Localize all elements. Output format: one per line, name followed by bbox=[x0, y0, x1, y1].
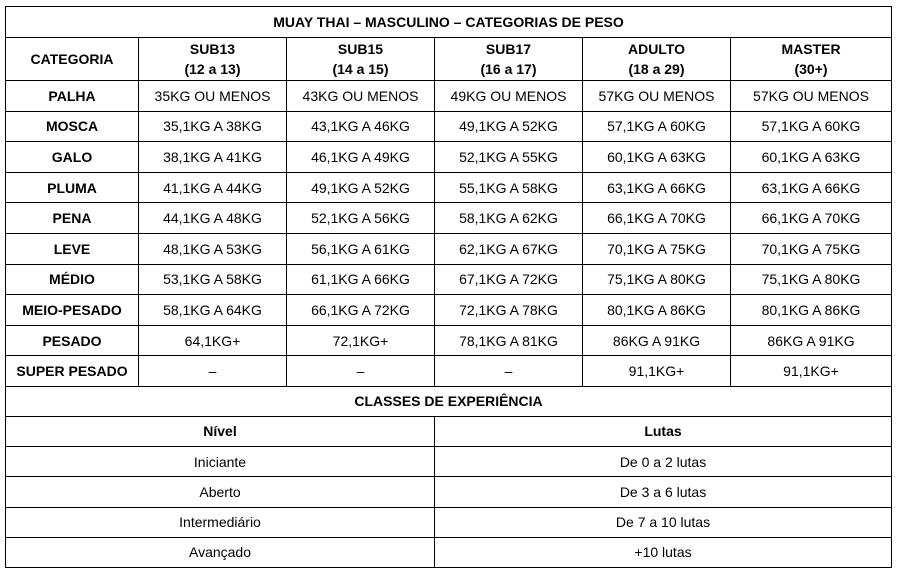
category-name: MEIO-PESADO bbox=[6, 295, 139, 326]
category-name: MOSCA bbox=[6, 111, 139, 142]
weight-cell: 72,1KG+ bbox=[287, 325, 435, 356]
weight-cell: 66,1KG A 70KG bbox=[583, 203, 731, 234]
category-name: GALO bbox=[6, 142, 139, 173]
column-name: SUB13 bbox=[189, 41, 236, 57]
weight-cell: 38,1KG A 41KG bbox=[139, 142, 287, 173]
weight-cell: 55,1KG A 58KG bbox=[435, 172, 583, 203]
experience-header-level: Nível bbox=[6, 416, 435, 446]
experience-header-fights: Lutas bbox=[435, 416, 892, 446]
experience-level: Iniciante bbox=[6, 446, 435, 476]
header-row bbox=[6, 38, 892, 81]
column-ages: (12 a 13) bbox=[184, 61, 241, 77]
table-row bbox=[6, 537, 892, 567]
table-row bbox=[6, 203, 892, 234]
experience-fights: De 0 a 2 lutas bbox=[435, 446, 892, 476]
experience-level: Aberto bbox=[6, 477, 435, 507]
table-row bbox=[6, 142, 892, 173]
weight-categories-document bbox=[5, 6, 891, 568]
weight-cell: 49,1KG A 52KG bbox=[287, 172, 435, 203]
category-name: SUPER PESADO bbox=[6, 356, 139, 387]
weight-cell: 57KG OU MENOS bbox=[583, 81, 731, 112]
weight-cell: 66,1KG A 72KG bbox=[287, 295, 435, 326]
table-row bbox=[6, 264, 892, 295]
table-row bbox=[6, 446, 892, 476]
title-row bbox=[6, 7, 892, 38]
weight-cell: 63,1KG A 66KG bbox=[731, 172, 892, 203]
category-header: CATEGORIA bbox=[6, 38, 139, 81]
weight-cell: 35,1KG A 38KG bbox=[139, 111, 287, 142]
table-row bbox=[6, 477, 892, 507]
weight-cell: 64,1KG+ bbox=[139, 325, 287, 356]
category-name: PESADO bbox=[6, 325, 139, 356]
column-header-master bbox=[731, 38, 892, 81]
weight-cell: 43KG OU MENOS bbox=[287, 81, 435, 112]
experience-header-row bbox=[6, 416, 892, 446]
weight-cell: 49KG OU MENOS bbox=[435, 81, 583, 112]
column-ages: (30+) bbox=[794, 61, 828, 77]
weight-cell: 67,1KG A 72KG bbox=[435, 264, 583, 295]
weight-cell: 52,1KG A 56KG bbox=[287, 203, 435, 234]
column-name: SUB17 bbox=[485, 41, 532, 57]
experience-title-row bbox=[6, 386, 892, 416]
table-row bbox=[6, 325, 892, 356]
weight-cell: 48,1KG A 53KG bbox=[139, 233, 287, 264]
experience-level: Avançado bbox=[6, 537, 435, 567]
experience-fights: +10 lutas bbox=[435, 537, 892, 567]
weight-cell: 80,1KG A 86KG bbox=[731, 295, 892, 326]
weight-cell: 46,1KG A 49KG bbox=[287, 142, 435, 173]
table-row bbox=[6, 295, 892, 326]
category-name: PENA bbox=[6, 203, 139, 234]
weight-cell: 63,1KG A 66KG bbox=[583, 172, 731, 203]
weight-cell: 43,1KG A 46KG bbox=[287, 111, 435, 142]
weight-cell: – bbox=[139, 356, 287, 387]
weight-cell: 53,1KG A 58KG bbox=[139, 264, 287, 295]
column-ages: (18 a 29) bbox=[628, 61, 685, 77]
weight-cell: 75,1KG A 80KG bbox=[731, 264, 892, 295]
column-ages: (16 a 17) bbox=[480, 61, 537, 77]
table-row bbox=[6, 111, 892, 142]
weight-cell: 57,1KG A 60KG bbox=[583, 111, 731, 142]
experience-title: CLASSES DE EXPERIÊNCIA bbox=[6, 386, 892, 416]
weight-cell: 58,1KG A 64KG bbox=[139, 295, 287, 326]
weight-cell: 49,1KG A 52KG bbox=[435, 111, 583, 142]
column-ages: (14 a 15) bbox=[332, 61, 389, 77]
weight-cell: – bbox=[435, 356, 583, 387]
experience-fights: De 7 a 10 lutas bbox=[435, 507, 892, 537]
category-name: PALHA bbox=[6, 81, 139, 112]
weight-cell: 41,1KG A 44KG bbox=[139, 172, 287, 203]
weight-cell: 57,1KG A 60KG bbox=[731, 111, 892, 142]
category-name: MÉDIO bbox=[6, 264, 139, 295]
weight-cell: 70,1KG A 75KG bbox=[583, 233, 731, 264]
weight-cell: 91,1KG+ bbox=[731, 356, 892, 387]
weight-cell: 52,1KG A 55KG bbox=[435, 142, 583, 173]
weight-cell: – bbox=[287, 356, 435, 387]
weight-cell: 58,1KG A 62KG bbox=[435, 203, 583, 234]
weight-cell: 86KG A 91KG bbox=[583, 325, 731, 356]
experience-level: Intermediário bbox=[6, 507, 435, 537]
weight-cell: 91,1KG+ bbox=[583, 356, 731, 387]
weight-cell: 80,1KG A 86KG bbox=[583, 295, 731, 326]
experience-fights: De 3 a 6 lutas bbox=[435, 477, 892, 507]
weight-categories-table bbox=[5, 6, 892, 568]
table-title: MUAY THAI – MASCULINO – CATEGORIAS DE PESO bbox=[6, 7, 892, 38]
table-row bbox=[6, 172, 892, 203]
column-header-sub13 bbox=[139, 38, 287, 81]
weight-cell: 72,1KG A 78KG bbox=[435, 295, 583, 326]
table-row bbox=[6, 81, 892, 112]
weight-cell: 35KG OU MENOS bbox=[139, 81, 287, 112]
weight-cell: 78,1KG A 81KG bbox=[435, 325, 583, 356]
weight-cell: 60,1KG A 63KG bbox=[583, 142, 731, 173]
weight-cell: 56,1KG A 61KG bbox=[287, 233, 435, 264]
column-header-sub17 bbox=[435, 38, 583, 81]
experience-rows bbox=[6, 446, 892, 567]
table-row bbox=[6, 507, 892, 537]
category-name: PLUMA bbox=[6, 172, 139, 203]
weight-cell: 60,1KG A 63KG bbox=[731, 142, 892, 173]
column-name: ADULTO bbox=[627, 41, 686, 57]
weight-rows bbox=[6, 81, 892, 387]
weight-cell: 61,1KG A 66KG bbox=[287, 264, 435, 295]
weight-cell: 75,1KG A 80KG bbox=[583, 264, 731, 295]
column-header-sub15 bbox=[287, 38, 435, 81]
weight-cell: 86KG A 91KG bbox=[731, 325, 892, 356]
column-header-adulto bbox=[583, 38, 731, 81]
column-name: SUB15 bbox=[337, 41, 384, 57]
weight-cell: 66,1KG A 70KG bbox=[731, 203, 892, 234]
column-name: MASTER bbox=[781, 41, 841, 57]
weight-cell: 44,1KG A 48KG bbox=[139, 203, 287, 234]
table-row bbox=[6, 233, 892, 264]
weight-cell: 57KG OU MENOS bbox=[731, 81, 892, 112]
table-row bbox=[6, 356, 892, 387]
weight-cell: 62,1KG A 67KG bbox=[435, 233, 583, 264]
category-name: LEVE bbox=[6, 233, 139, 264]
weight-cell: 70,1KG A 75KG bbox=[731, 233, 892, 264]
